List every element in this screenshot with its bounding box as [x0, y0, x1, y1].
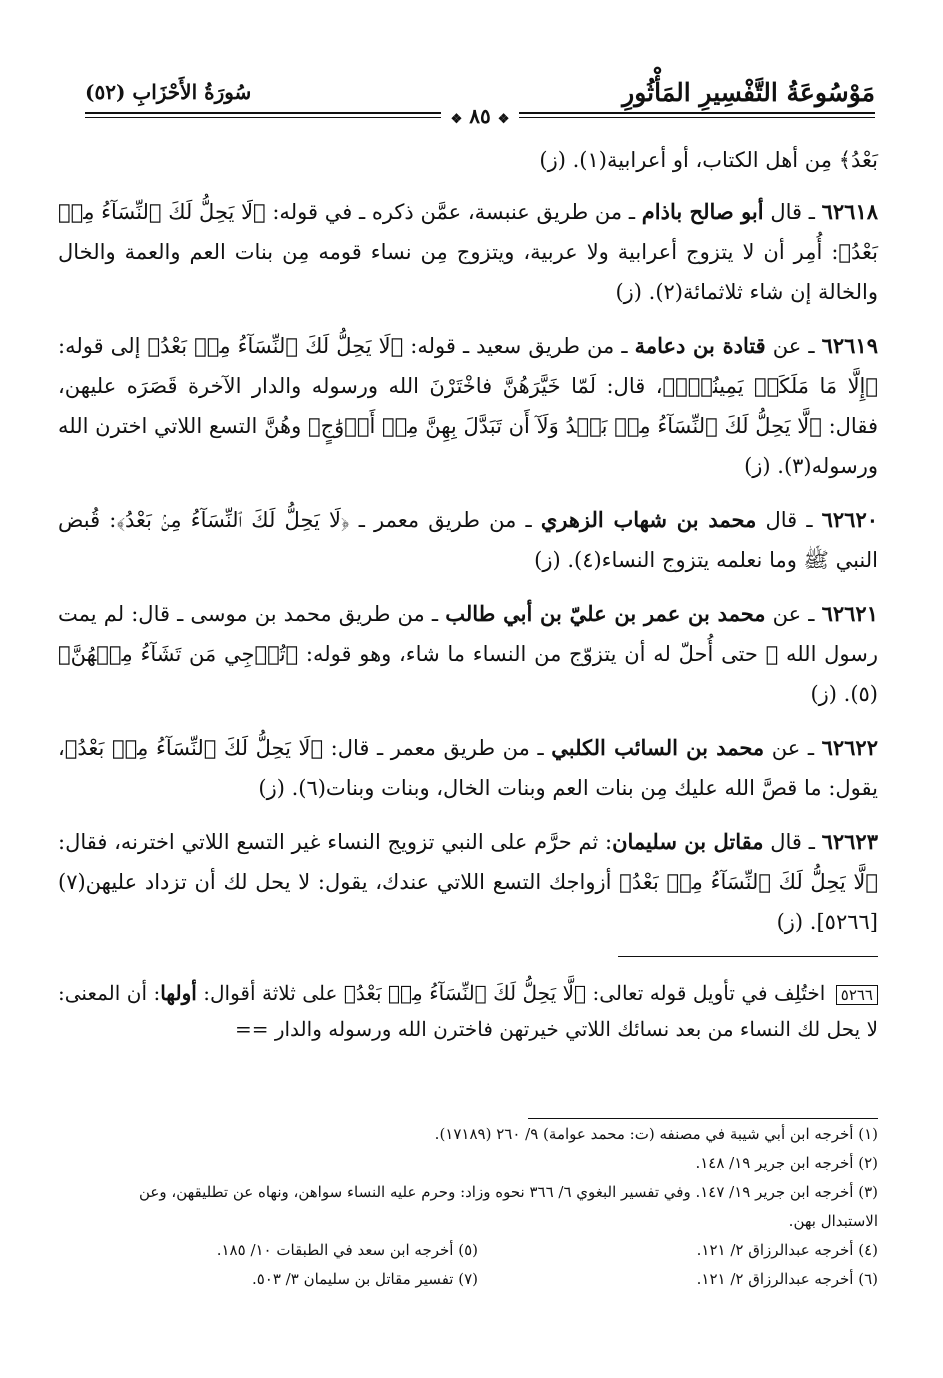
page-header — [85, 70, 875, 128]
narration-prefix: ـ عن — [764, 736, 822, 760]
narration-text: ـ من طريق عنبسة، عمَّن ذكره ـ في قوله: ﴿لَا يَحِلُّ لَكَ ٱلنِّسَآءُ مِنۢ بَعْدُ﴾: أُمِر أن لا يتزوج أعرابية ولا عربية، ويتزوج مِن نساء قومه مِن بنات العم والعمة والخال والخالة إن شاء ثلاثمائة(٢). (ز) — [58, 200, 878, 304]
footnote-rule — [528, 1118, 878, 1119]
narration-number: ٦٢٦١٩ — [821, 333, 878, 358]
main-text — [58, 140, 878, 1047]
footnote-3: (٣) أخرجه ابن جرير ١٩/ ١٤٧. وفي تفسير البغوي ٦/ ٣٦٦ نحوه وزاد: وحرم عليه النساء سواهن، ونهاه عن تطليقهن، وعن الاستبدال بهن. — [138, 1183, 878, 1230]
page-number-text: ٨٥ — [469, 104, 491, 128]
narration-number: ٦٢٦١٨ — [821, 199, 879, 224]
note-bold: أولها — [160, 981, 197, 1005]
footnote-1: (١) أخرجه ابن أبي شيبة في مصنفه (ت: محمد عوامة) ٩/ ٢٦٠ (١٧١٨٩). — [434, 1125, 878, 1143]
narrator-name: محمد بن السائب الكلبي — [551, 735, 765, 760]
narration-number: ٦٢٦٢٠ — [821, 507, 879, 532]
narrator-name: أبو صالح باذام — [641, 199, 764, 224]
note-number-box: ٥٢٦٦ — [836, 985, 878, 1005]
narration-62618 — [58, 192, 878, 312]
footnote-5: (٥) أخرجه ابن سعد في الطبقات ١٠/ ١٨٥. — [216, 1241, 478, 1259]
footnote-row-6-7 — [78, 1265, 878, 1294]
page-number — [441, 104, 520, 128]
narration-62622 — [58, 728, 878, 808]
surah-title: سُورَةُ الأَحْزَابِ (٥٢) — [85, 80, 252, 104]
footnote-7: (٧) تفسير مقاتل بن سليمان ٣/ ٥٠٣. — [251, 1270, 478, 1288]
narration-62623 — [58, 822, 878, 942]
narration-prefix: ـ قال — [763, 830, 822, 854]
page-number-wrap — [85, 104, 875, 128]
narration-text: ـ من طريق سعيد ـ قوله: ﴿لَا يَحِلُّ لَكَ ٱلنِّسَآءُ مِنۢ بَعْدُ﴾ إلى قوله: ﴿إِلَّا مَا مَلَكَتۡ يَمِينُكَۗ﴾، قال: لَمّا خَيَّرَهُنَّ فاخْتَرْنَ الله ورسوله والدار الآخرة قَصَرَه عليهن، فقال: ﴿لَّا يَحِلُّ لَكَ ٱلنِّسَآءُ مِنۢ بَعۡدُ وَلَآ أَن تَبَدَّلَ بِهِنَّ مِنۡ أَزۡوَٰجٍ﴾ وهُنَّ التسع اللاتي اخترن الله ورسوله(٣). (ز) — [58, 334, 878, 478]
book-title: مَوْسُوعَةُ التَّفْسِيرِ المَأْثُورِ — [622, 78, 875, 107]
ornament-right-icon: ❖ — [497, 112, 510, 127]
narration-62619 — [58, 326, 878, 486]
narration-prefix: ـ قال — [756, 508, 822, 532]
footnotes — [78, 1120, 878, 1294]
footnote-6: (٦) أخرجه عبدالرزاق ٢/ ١٢١. — [696, 1270, 878, 1288]
commentary-separator — [618, 956, 878, 957]
note-text-b: : أن المعنى: لا يحل لك النساء من بعد نسائك اللاتي خيرتهن فاخترن الله ورسوله والدار == — [58, 981, 878, 1041]
narration-prefix: ـ قال — [763, 200, 822, 224]
narration-text: ـ من طريق معمر ـ قال: ﴿لَا يَحِلُّ لَكَ ٱلنِّسَآءُ مِنۢ بَعْدُ﴾، يقول: ما قصَّ الله عليك مِن بنات العم وبنات الخال، وبنات وبنات(٦). (ز) — [58, 736, 878, 800]
narration-prefix: ـ عن — [765, 602, 822, 626]
commentary-note — [58, 975, 878, 1047]
continuation-line: بَعْدُ﴾ مِن أهل الكتاب، أو أعرابية(١). (ز) — [539, 148, 878, 172]
narration-prefix: ـ عن — [765, 334, 822, 358]
narrator-name: قتادة بن دعامة — [634, 333, 766, 358]
note-text-a: اختُلِف في تأويل قوله تعالى: ﴿لَّا يَحِلُّ لَكَ ٱلنِّسَآءُ مِنۢ بَعْدُ﴾ على ثلاثة أقوال: — [196, 981, 832, 1005]
narration-number: ٦٢٦٢٢ — [821, 735, 878, 760]
narration-text: : ثم حرَّم على النبي تزويج النساء غير التسع اللاتي اخترنه، فقال: ﴿لَّا يَحِلُّ لَكَ ٱلنِّسَآءُ مِنۢ بَعْدُ﴾ أزواجك التسع اللاتي عندك، يقول: لا يحل لك أن تزداد عليهن(٧)[٥٢٦٦]. (ز) — [58, 830, 878, 934]
footnote-4: (٤) أخرجه عبدالرزاق ٢/ ١٢١. — [696, 1241, 878, 1259]
footnote-2: (٢) أخرجه ابن جرير ١٩/ ١٤٨. — [695, 1154, 878, 1172]
narration-62620 — [58, 500, 878, 580]
narration-number: ٦٢٦٢٣ — [821, 829, 878, 854]
narration-number: ٦٢٦٢١ — [821, 601, 878, 626]
narrator-name: محمد بن شهاب الزهري — [540, 507, 757, 532]
narration-text: ـ من طريق معمر ـ ﴿لَا يَحِلُّ لَكَ ٱلنِّسَآءُ مِنۢ بَعْدُ﴾: قُبض النبي ﷺ وما نعلمه يتزوج النساء(٤). (ز) — [58, 508, 878, 572]
narrator-name: محمد بن عمر بن عليّ بن أبي طالب — [445, 601, 766, 626]
narration-62621 — [58, 594, 878, 714]
narration-text: ـ من طريق محمد بن موسى ـ قال: لم يمت رسول الله ﷺ حتى أُحلّ له أن يتزوّج من النساء ما شاء، وهو قوله: ﴿تُرۡجِي مَن تَشَآءُ مِنۡهُنَّ﴾(٥). (ز) — [58, 602, 878, 706]
footnote-row-4-5 — [78, 1236, 878, 1265]
ornament-left-icon: ❖ — [450, 112, 463, 127]
narrator-name: مقاتل بن سليمان — [612, 829, 764, 854]
